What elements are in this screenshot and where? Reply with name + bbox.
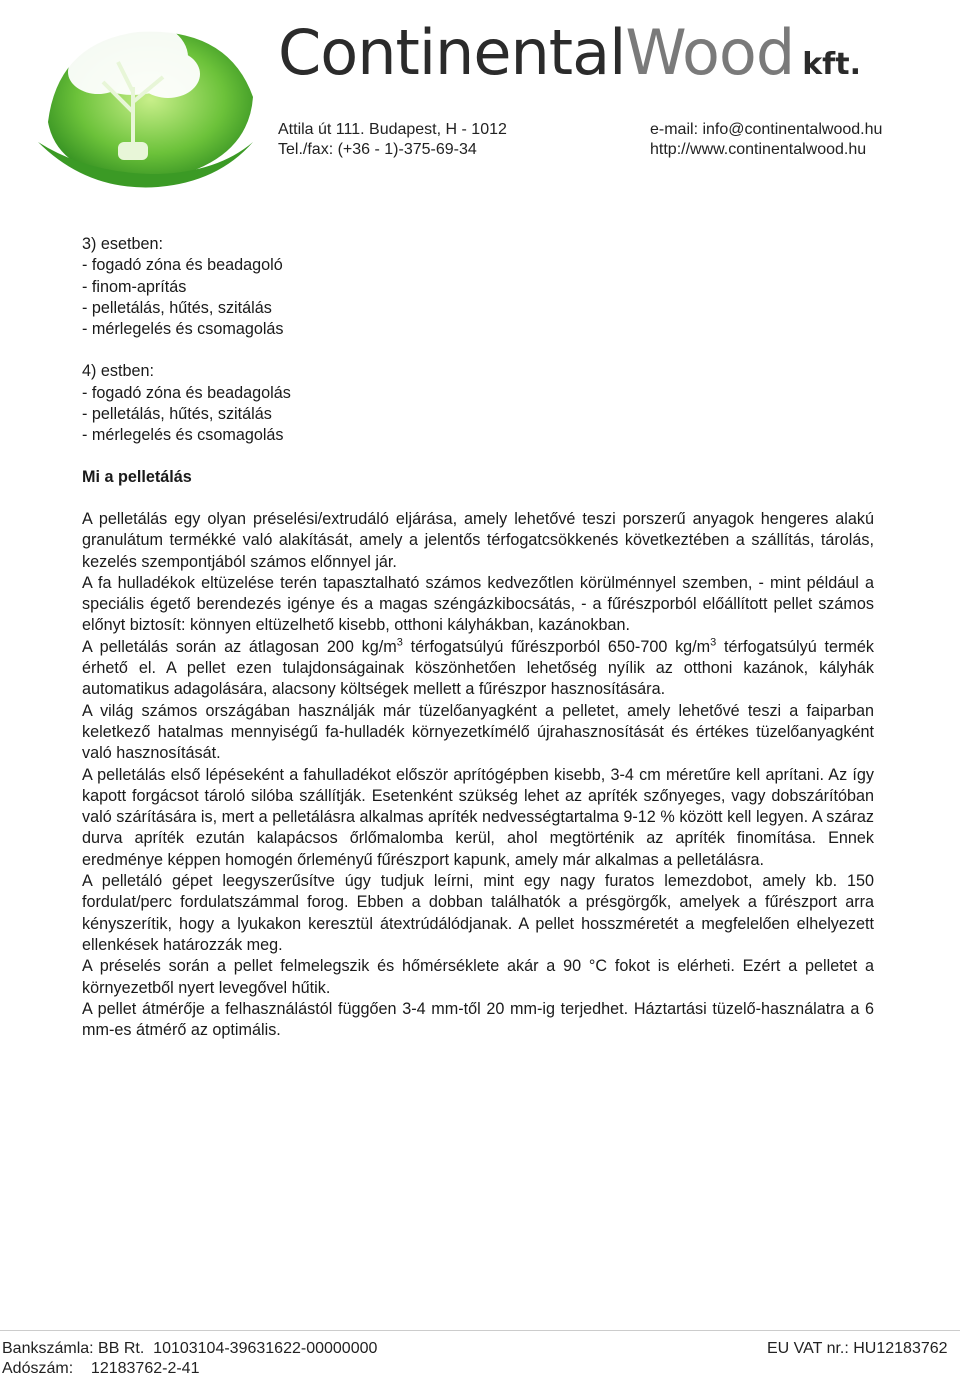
footer-divider bbox=[0, 1330, 960, 1331]
footer-tax-number: Adószám: 12183762-2-41 bbox=[2, 1360, 200, 1377]
document-body bbox=[82, 234, 874, 1041]
company-logo-tree-icon bbox=[18, 2, 268, 192]
email-link[interactable]: e-mail: info@continentalwood.hu bbox=[650, 121, 883, 138]
brand-part1: Continental bbox=[278, 16, 626, 89]
list-item: - fogadó zóna és beadagolás bbox=[82, 383, 291, 402]
paragraph: A pelletálás egy olyan préselési/extrudáló eljárása, amely lehetővé teszi porszerű anyagok hengeres alakú granulátum termékké való alakítását, amely a jelentős térfogatcsökkenés következtében a szállítás, tárolás, kezelés szempontjából számos előnnyel jár. bbox=[82, 509, 874, 571]
contact-online-block bbox=[650, 120, 882, 160]
contact-address-block bbox=[278, 120, 507, 160]
paragraph: A pelletáló gépet leegyszerűsítve úgy tudjuk leírni, mint egy nagy furatos lemezdobot, amely kb. 150 fordulat/perc fordulatszámmal forog. Ebben a dobban találhatók a présgörgők, amelyek a fűrészport arra kényszerítik, hogy a lyukakon keresztül átextrúdálódjanak. A pellet hosszméretét a megfelelően elhelyezett ellenkések határozzák meg. bbox=[82, 872, 874, 954]
paragraph: A világ számos országában használják már tüzelőanyagként a pelletet, amely lehetővé teszi a faiparban keletkező hatalmas mennyiségű fa-hulladék környezetkímélő újrahasznosítását és értékes tüzelőanyagként való hasznosítását. bbox=[82, 701, 874, 763]
phone: Tel./fax: (+36 - 1)-375-69-34 bbox=[278, 141, 477, 158]
list-item: - pelletálás, hűtés, szitálás bbox=[82, 405, 272, 424]
list-item: - mérlegelés és csomagolás bbox=[82, 320, 284, 339]
paragraph: A préselés során a pellet felmelegszik és hőmérséklete akár a 90 °C fokot is elérheti. Ezért a pelletet a környezetből nyert levegővel hűtik. bbox=[82, 957, 874, 997]
list-item: - fogadó zóna és beadagoló bbox=[82, 256, 283, 275]
list-item: - pelletálás, hűtés, szitálás bbox=[82, 298, 272, 317]
brand-part2: Wood bbox=[625, 16, 795, 89]
list-item: - mérlegelés és csomagolás bbox=[82, 426, 284, 445]
address: Attila út 111. Budapest, H - 1012 bbox=[278, 121, 507, 138]
paragraph-density: A pelletálás során az átlagosan 200 $kg/m^3$ térfogatsúlyú fűrészporból 650-700 $kg/m^3$ térfogatsúlyú termék érhető el. A pellet ezen tulajdonságainak köszönhetően lehetőség nyílik az otthoni kazánok, kályhák automatikus adagolására, alacsony költségek mellett a fűrészpor hasznosítására. bbox=[82, 636, 874, 699]
paragraph: A pelletálás első lépéseként a fahulladékot először aprítógépben kisebb, 3-4 cm méretűre kell aprítani. Az így kapott forgácsot tároló silóba szállítják. Esetenként szükség lehet az apríték szőnyeges, vagy dobszárítóban való szárítására is, mert a pelletálásra alkalmas apríték nedvességtartalma 9-12 % között kell legyen. A száraz durva apríték ezután kalapácsos őrlőmalomba kerül, ahol megtörténik az apríték finomítása. Ennek eredménye képpen homogén őrleményű fűrészport kapunk, amely már alkalmas a pelletálásra. bbox=[82, 765, 874, 869]
company-brand-name bbox=[278, 16, 861, 89]
brand-suffix: kft. bbox=[802, 47, 861, 82]
case3-title: 3) esetben: bbox=[82, 235, 163, 253]
section-heading: Mi a pelletálás bbox=[82, 467, 192, 486]
list-item: - finom-aprítás bbox=[82, 277, 187, 296]
case4-title: 4) estben: bbox=[82, 362, 154, 381]
website-link[interactable]: http://www.continentalwood.hu bbox=[650, 141, 867, 158]
footer-bank-account: Bankszámla: BB Rt. 10103104-39631622-00000000 bbox=[2, 1340, 378, 1357]
case4-list bbox=[82, 361, 874, 446]
paragraph: A fa hulladékok eltüzelése terén tapasztalható számos kedvezőtlen körülménnyel szemben, - mint például a speciális égető berendezés igénye és a magas széngázkibocsátás, - a fűrészporból előállított pellet számos előnyt biztosít: könnyen eltüzelhető kisebb, otthoni kályhákban, kazánokban. bbox=[82, 573, 874, 635]
footer-vat-number: EU VAT nr.: HU12183762 bbox=[767, 1340, 948, 1357]
paragraph: A pellet átmérője a felhasználástól függően 3-4 mm-től 20 mm-ig terjedhet. Háztartási tüzelő-használatra a 6 mm-es átmérő az optimális. bbox=[82, 999, 874, 1040]
case3-list bbox=[82, 234, 874, 340]
